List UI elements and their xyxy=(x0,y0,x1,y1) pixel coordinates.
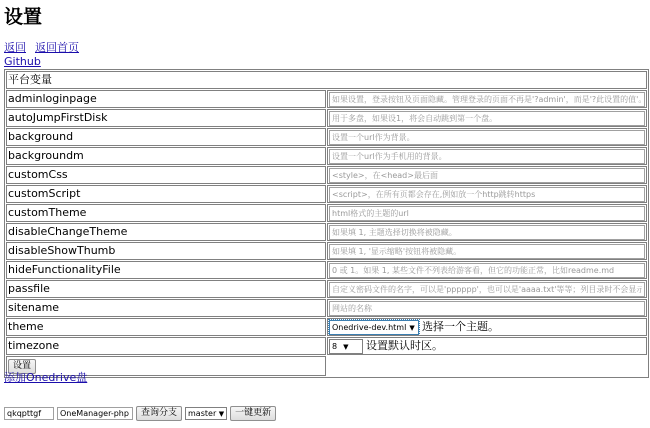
setting-value-cell xyxy=(327,223,647,241)
timezone-hint: 设置默认时区。 xyxy=(366,339,443,352)
setting-row xyxy=(6,147,647,165)
setting-key-label: sitename xyxy=(6,299,326,317)
setting-row xyxy=(6,109,647,127)
setting-key-label: hideFunctionalityFile xyxy=(6,261,326,279)
setting-value-cell xyxy=(327,280,647,298)
setting-value-cell xyxy=(327,109,647,127)
query-branch-button[interactable]: 查询分支 xyxy=(136,406,182,421)
empty-cell xyxy=(327,356,647,376)
setting-value-input[interactable] xyxy=(329,244,645,259)
update-button[interactable]: 一键更新 xyxy=(230,406,276,421)
setting-row xyxy=(6,280,647,298)
setting-value-input[interactable] xyxy=(329,225,645,240)
timezone-selected-value: 8 xyxy=(332,341,338,351)
setting-value-cell xyxy=(327,185,647,203)
chevron-down-icon: ▼ xyxy=(218,410,225,418)
page-title: 设置 xyxy=(4,6,43,28)
setting-value-input[interactable] xyxy=(329,263,645,278)
setting-row xyxy=(6,185,647,203)
setting-row xyxy=(6,204,647,222)
setting-value-input[interactable] xyxy=(329,301,645,316)
setting-row xyxy=(6,223,647,241)
setting-key-label: backgroundm xyxy=(6,147,326,165)
add-onedrive-link[interactable]: 添加Onedrive盘 xyxy=(4,371,88,384)
setting-key-label: customTheme xyxy=(6,204,326,222)
nav-links xyxy=(4,41,88,69)
theme-cell xyxy=(327,318,647,336)
branch-selected-value: master xyxy=(188,409,217,418)
setting-value-cell xyxy=(327,242,647,260)
timezone-select[interactable] xyxy=(329,339,363,354)
setting-value-input[interactable] xyxy=(329,282,645,297)
update-bar xyxy=(4,406,276,421)
theme-hint: 选择一个主题。 xyxy=(422,320,499,333)
theme-label: theme xyxy=(6,318,326,336)
setting-key-label: customScript xyxy=(6,185,326,203)
setting-value-input[interactable] xyxy=(329,187,645,202)
setting-row xyxy=(6,242,647,260)
save-row xyxy=(6,356,647,376)
setting-key-label: disableShowThumb xyxy=(6,242,326,260)
setting-row xyxy=(6,299,647,317)
setting-row xyxy=(6,166,647,184)
setting-value-input[interactable] xyxy=(329,130,645,145)
save-button[interactable]: 设置 xyxy=(8,359,36,374)
setting-value-cell xyxy=(327,261,647,279)
setting-key-label: background xyxy=(6,128,326,146)
timezone-cell xyxy=(327,337,647,355)
setting-value-cell xyxy=(327,128,647,146)
setting-value-input[interactable] xyxy=(329,111,645,126)
setting-value-cell xyxy=(327,90,647,108)
branch-select[interactable] xyxy=(185,407,227,420)
back-link[interactable]: 返回 xyxy=(4,41,26,54)
github-owner-input[interactable] xyxy=(4,407,54,420)
setting-key-label: passfile xyxy=(6,280,326,298)
theme-select[interactable] xyxy=(329,320,419,335)
theme-row xyxy=(6,318,647,336)
setting-value-input[interactable] xyxy=(329,168,645,183)
chevron-down-icon: ▼ xyxy=(343,342,349,351)
setting-key-label: adminloginpage xyxy=(6,90,326,108)
section-header-row xyxy=(6,71,647,89)
github-repo-input[interactable] xyxy=(57,407,133,420)
section-title: 平台变量 xyxy=(6,71,647,89)
setting-row xyxy=(6,90,647,108)
settings-table xyxy=(4,69,649,378)
setting-key-label: disableChangeTheme xyxy=(6,223,326,241)
setting-row xyxy=(6,261,647,279)
setting-value-cell xyxy=(327,147,647,165)
github-link[interactable]: Github xyxy=(4,55,41,68)
home-link[interactable]: 返回首页 xyxy=(35,41,79,54)
timezone-row xyxy=(6,337,647,355)
setting-value-input[interactable] xyxy=(329,149,645,164)
setting-value-input[interactable] xyxy=(329,206,645,221)
theme-selected-value: Onedrive-dev.html xyxy=(332,322,407,332)
setting-value-cell xyxy=(327,166,647,184)
setting-key-label: autoJumpFirstDisk xyxy=(6,109,326,127)
timezone-label: timezone xyxy=(6,337,326,355)
setting-value-cell xyxy=(327,299,647,317)
setting-key-label: customCss xyxy=(6,166,326,184)
setting-row xyxy=(6,128,647,146)
chevron-down-icon: ▼ xyxy=(409,323,415,332)
setting-value-cell xyxy=(327,204,647,222)
setting-value-input[interactable] xyxy=(329,92,645,107)
